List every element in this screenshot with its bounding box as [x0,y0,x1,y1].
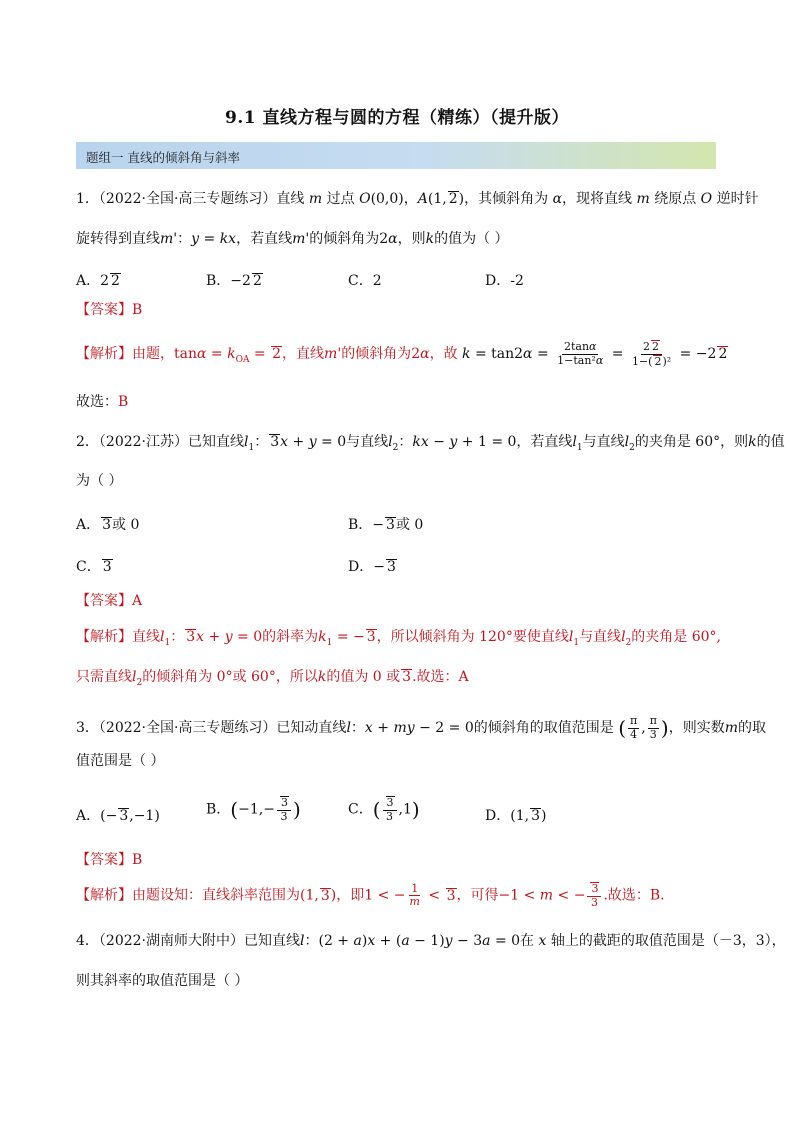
q3-option-a: A．(− 3,−1) [76,808,160,824]
q3-line1: 3．（2022·全国·高三专题练习）已知动直线l：x + my − 2 = 0的倾斜角的取值范围是 ( $\frac{\pi}{4}$ , $\frac{\pi}{3}$ )，则实数m的取 [76,714,767,741]
q3-analysis: 【解析】由题设知：直线斜率范围为(1, 3)，即1 < − $\frac{1}{m}$ < 3，可得−1 < m < − $\frac{3}{3}$ .故选：B. [76,881,665,909]
q3-answer: 【答案】B [76,852,143,868]
q1-option-b: B．−2 2 [206,273,262,289]
q1-line1: 1．（2022·全国·高三专题练习）直线 m 过点 O(0,0)，A(1, 2)，其倾斜角为 α，现将直线 m 绕原点 O 逆时针 [76,191,759,207]
section-title: 题组一 直线的倾斜角与斜率 [86,150,240,165]
q1-option-c: C．2 [348,273,382,289]
q3-option-b: B．(−1,− $\frac{3}{3}$ ) [206,796,301,823]
q3-option-d: D．(1, 3) [485,808,547,824]
page-title: 9.1 直线方程与圆的方程（精练）（提升版） [225,108,569,128]
q1-answer: 【答案】B [76,302,143,318]
q1-analysis: 【解析】由题，$\tan\alpha = k_{OA} = 2$，直线m'的倾斜角为2α，故 k = tan2α = $\frac{2\tan\alpha}{\text{1−tan²α}}$ = $\frac{2 2}{\text{1−( 2)²}}$ = −2 2 [76,340,728,368]
q1-option-d: D．-2 [485,273,524,289]
section-banner [76,142,716,169]
q1-choose: 故选：B [76,394,129,410]
q2-option-c: C． 3 [76,559,112,575]
q2-line2: 为（ ） [76,473,123,489]
q2-option-b: B．− 3或 0 [348,517,424,533]
q3-option-c: C．( $\frac{3}{3}$ ,1) [348,796,420,823]
q1-line2: 旋转得到直线m'：y = kx，若直线m'的倾斜角为2α，则k的值为（ ） [76,231,509,247]
q2-line1: 2．（2022·江苏）已知直线$l_1$： 3x + y = 0与直线$l_2$：kx − y + 1 = 0，若直线$l_1$与直线$l_2$的夹角是 60°，则k的值 [76,434,785,453]
q2-answer: 【答案】A [76,593,143,609]
q1-option-a: A．2 2 [76,273,120,289]
q4-line2: 则其斜率的取值范围是（ ） [76,973,249,989]
q2-analysis-2: 只需直线$l_2$的倾斜角为 0°或 60°，所以k的值为 0 或 3.故选：A [76,669,469,688]
q3-line2: 值范围是（ ） [76,753,165,769]
q4-line1: 4．（2022·湖南师大附中）已知直线l：(2 + a)x + (a − 1)y − 3a = 0在 x 轴上的截距的取值范围是（－3，3）， [76,933,786,949]
q2-analysis-1: 【解析】直线$l_1$： 3x + y = 0的斜率为$k_1$ = − 3，所以倾斜角为 120°要使直线$l_1$与直线$l_2$的夹角是 60°, [76,629,721,648]
q2-option-a: A． 3或 0 [76,517,140,533]
q2-option-d: D．− 3 [348,559,396,575]
